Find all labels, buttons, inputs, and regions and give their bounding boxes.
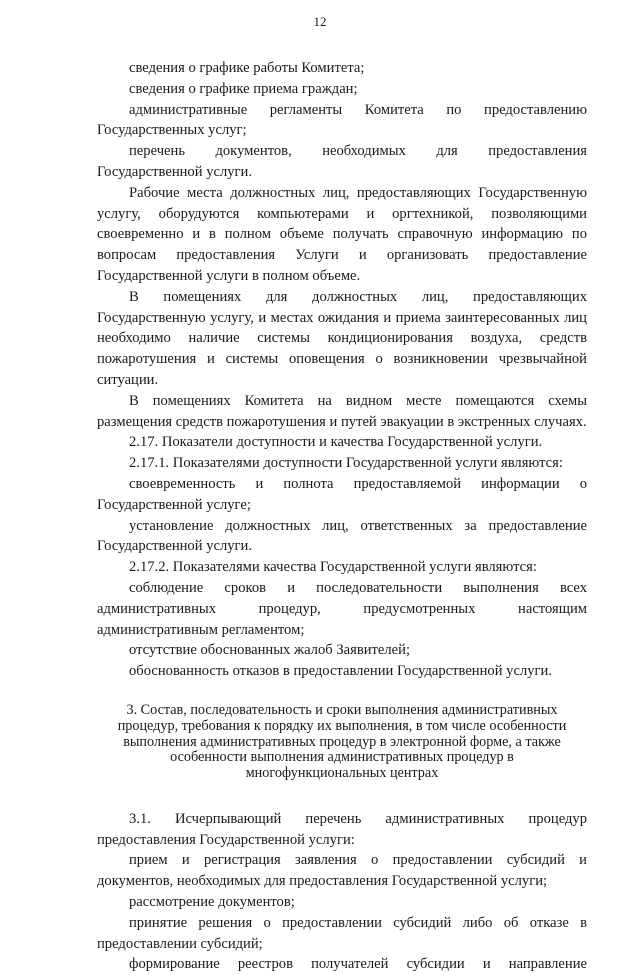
paragraph-registers: формирование реестров получателей субсидии и направление (129, 956, 587, 973)
paragraph-reception-schedule: сведения о графике приема граждан; (129, 80, 358, 97)
paragraph-section-2-17: 2.17. Показатели доступности и качества Государственной услуги. (129, 434, 543, 451)
section-3-heading: 3. Состав, последовательность и сроки выполнения административных процедур, требования к порядку их выполнения, в том числе особенности выполнения административных процедур в электронной форме, а также особенности выполнения административных процедур в многофункциональных центрах (117, 701, 567, 782)
paragraph-evacuation-schemes: В помещениях Комитета на видном месте помещаются схемы размещения средств пожаротушения и путей эвакуации в экстренных случаях. (97, 392, 587, 430)
paragraph-timeliness: своевременность и полнота предоставляемой информации о Государственной услуге; (97, 475, 587, 513)
paragraph-premises: В помещениях для должностных лиц, предоставляющих Государственную услугу, и местах ожидания и приема заинтересованных лиц необходимо наличие системы кондиционирования воздуха, средств пожаротушения и системы оповещения о возникновении чрезвычайной ситуации. (97, 288, 587, 388)
paragraph-work-schedule: сведения о графике работы Комитета; (129, 60, 365, 76)
paragraph-no-complaints: отсутствие обоснованных жалоб Заявителей; (129, 642, 411, 659)
paragraph-section-3-1: 3.1. Исчерпывающий перечень административных процедур предоставления Государственной услуги: (97, 810, 587, 848)
paragraph-responsible-persons: установление должностных лиц, ответственных за предоставление Государственной услуги. (97, 517, 587, 555)
paragraph-section-2-17-2: 2.17.2. Показателями качества Государственной услуги являются: (129, 559, 537, 576)
paragraph-document-review: рассмотрение документов; (129, 894, 295, 911)
document-body (97, 58, 587, 975)
paragraph-refusal-validity: обоснованность отказов в предоставлении Государственной услуги. (129, 663, 552, 680)
paragraph-document-list: перечень документов, необходимых для предоставления Государственной услуги. (97, 143, 587, 180)
paragraph-regulations: административные регламенты Комитета по предоставлению Государственных услуг; (97, 101, 587, 139)
page-number: 12 (313, 14, 327, 29)
paragraph-decision: принятие решения о предоставлении субсидий либо об отказе в предоставлении субсидий; (97, 914, 587, 952)
paragraph-workplaces: Рабочие места должностных лиц, предоставляющих Государственную услугу, оборудуются компьютерами и оргтехникой, позволяющими своевременно и в полном объеме получать справочную информацию по вопросам предоставления Услуги и организовать предоставление Государственной услуги в полном объеме. (97, 184, 587, 284)
paragraph-section-2-17-1: 2.17.1. Показателями доступности Государственной услуги являются: (129, 455, 563, 472)
paragraph-deadlines: соблюдение сроков и последовательности выполнения всех административных процедур, предусмотренных настоящим административным регламентом; (97, 579, 587, 638)
paragraph-application-intake: прием и регистрация заявления о предоставлении субсидий и документов, необходимых для предоставления Государственной услуги; (97, 852, 587, 890)
